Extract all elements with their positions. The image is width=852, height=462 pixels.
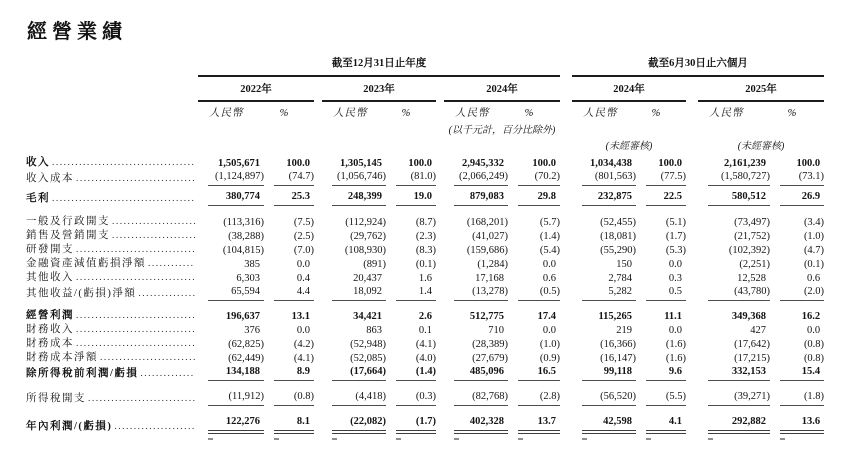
row-label: 經營利潤 .....: [26, 309, 198, 323]
value-cell: 65,594: [198, 285, 264, 301]
value-cell: (1.6): [665, 339, 686, 350]
value-cell: 16.2: [801, 311, 821, 322]
value-cell: (52,948): [350, 339, 386, 350]
value-cell: 219: [616, 325, 632, 336]
value-cell: (21,752): [734, 231, 770, 242]
value-cell: (22,082): [322, 415, 386, 434]
row-label: 財務成本 .....: [26, 337, 198, 351]
value-cell: 0.0: [668, 259, 682, 270]
value-cell: 150: [616, 259, 632, 270]
value-cell: 5,282: [572, 285, 636, 301]
value-cell: 17,168: [475, 273, 504, 284]
value-cell: 0.6: [542, 273, 556, 284]
row-label: 所得稅開支 .....: [26, 390, 198, 406]
table-row: [26, 257, 824, 271]
value-cell: (16,147): [600, 353, 636, 364]
value-cell: 427: [750, 325, 766, 336]
row-label: 毛利 .....: [26, 190, 198, 206]
value-cell: 100.0: [286, 158, 310, 169]
value-cell: (168,201): [466, 217, 508, 228]
value-cell: (11,912): [198, 390, 264, 406]
currency-label: 人民幣: [709, 108, 744, 119]
value-cell: 879,083: [444, 190, 508, 206]
value-cell: (17,664): [322, 365, 386, 381]
value-cell: (17,215): [734, 353, 770, 364]
value-cell: 22.5: [636, 190, 686, 206]
row-label: 其他收入 .....: [26, 271, 198, 285]
value-cell: (8.7): [415, 217, 436, 228]
value-cell: 13.6: [770, 415, 824, 434]
value-cell: 0.0: [542, 259, 556, 270]
row-label: 財務成本淨額 .....: [26, 351, 198, 365]
value-cell: 0.6: [806, 273, 821, 284]
value-cell: 25.3: [264, 190, 314, 206]
percent-label: %: [787, 108, 797, 119]
header-unaudited-row: [26, 137, 824, 156]
table-row: [26, 351, 824, 365]
value-cell: 26.9: [770, 190, 824, 206]
currency-label: 人民幣: [209, 108, 244, 119]
value-cell: (27,679): [472, 353, 508, 364]
value-cell: 232,875: [572, 190, 636, 206]
value-cell: 8.1: [264, 415, 314, 434]
row-label: 金融資產減值虧損淨額 .....: [26, 257, 198, 271]
table-row: [26, 243, 824, 257]
value-cell: 1,305,145: [340, 158, 382, 169]
value-cell: (1.6): [665, 353, 686, 364]
dot-leader: [114, 421, 195, 434]
value-cell: (1.7): [665, 231, 686, 242]
value-cell: 9.6: [636, 365, 686, 381]
value-cell: 12,528: [737, 273, 766, 284]
row-label: 一般及行政開支 .....: [26, 215, 198, 229]
dot-leader: [138, 288, 195, 301]
dot-leader: [76, 244, 195, 257]
value-cell: (0.8): [803, 339, 825, 350]
value-cell: (0.9): [539, 353, 560, 364]
percent-label: %: [401, 108, 411, 119]
value-cell: (70.2): [508, 170, 560, 186]
percent-label: %: [279, 108, 289, 119]
table-row: [26, 271, 824, 285]
value-cell: 0.3: [668, 273, 682, 284]
header-period-row: [26, 57, 824, 76]
value-cell: 580,512: [698, 190, 770, 206]
currency-label: 人民幣: [583, 108, 618, 119]
dot-leader: [76, 310, 195, 323]
value-cell: (1.4): [386, 365, 436, 381]
value-cell: (8.3): [415, 245, 436, 256]
unaudited-note: (未經審核): [605, 141, 653, 152]
value-cell: 122,276: [198, 415, 264, 434]
value-cell: (102,392): [728, 245, 770, 256]
value-cell: 100.0: [658, 158, 682, 169]
table-body: [26, 57, 824, 440]
value-cell: 42,598: [572, 415, 636, 434]
value-cell: (4,418): [322, 390, 386, 406]
operating-results-table: [26, 57, 824, 440]
header-year-row: [26, 76, 824, 101]
value-cell: 0.0: [806, 325, 821, 336]
value-cell: (38,288): [228, 231, 264, 242]
value-cell: (41,027): [472, 231, 508, 242]
header-year-2024: 2024年: [444, 76, 560, 101]
value-cell: 100.0: [796, 158, 821, 169]
value-cell: (1,124,897): [198, 170, 264, 186]
value-cell: (159,686): [466, 245, 508, 256]
header-year-2023: 2023年: [322, 76, 436, 101]
header-annual-period: 截至12月31日止年度: [198, 57, 560, 76]
dot-leader: [76, 173, 195, 186]
value-cell: (2.5): [293, 231, 314, 242]
document-page: [0, 15, 852, 462]
currency-label: 人民幣: [333, 108, 368, 119]
value-cell: (1.8): [770, 390, 824, 406]
header-year-2024-interim: 2024年: [572, 76, 686, 101]
page-title: 經營業績: [27, 21, 127, 43]
value-cell: (1.7): [386, 415, 436, 434]
row-label: 收入成本 .....: [26, 170, 198, 186]
value-cell: (62,449): [228, 353, 264, 364]
value-cell: 11.1: [664, 311, 682, 322]
value-cell: 0.5: [636, 285, 686, 301]
value-cell: (112,924): [345, 217, 386, 228]
value-cell: 1.6: [418, 273, 432, 284]
value-cell: 4.4: [264, 285, 314, 301]
table-row: [26, 285, 824, 301]
value-cell: (7.0): [293, 245, 314, 256]
value-cell: (5.5): [636, 390, 686, 406]
value-cell: 485,096: [444, 365, 508, 381]
value-cell: (18,081): [600, 231, 636, 242]
header-unit-note-row: [26, 120, 824, 137]
value-cell: (0.1): [803, 259, 825, 270]
row-label: 銷售及營銷開支 .....: [26, 229, 198, 243]
value-cell: (7.5): [293, 217, 314, 228]
value-cell: 248,399: [322, 190, 386, 206]
value-cell: 134,188: [198, 365, 264, 381]
value-cell: (2.3): [415, 231, 436, 242]
value-cell: (113,316): [223, 217, 264, 228]
value-cell: 100.0: [408, 158, 432, 169]
value-cell: (77.5): [636, 170, 686, 186]
value-cell: 1,505,671: [218, 158, 260, 169]
value-cell: (52,085): [350, 353, 386, 364]
dot-leader: [76, 338, 195, 351]
header-currency-row: [26, 101, 824, 120]
value-cell: 380,774: [198, 190, 264, 206]
value-cell: (0.3): [386, 390, 436, 406]
value-cell: (4.7): [803, 245, 825, 256]
currency-label: 人民幣: [455, 108, 490, 119]
unaudited-note: (未經審核): [737, 141, 785, 152]
value-cell: (55,290): [600, 245, 636, 256]
value-cell: (73.1): [770, 170, 824, 186]
value-cell: (0.5): [508, 285, 560, 301]
value-cell: 0.0: [668, 325, 682, 336]
value-cell: 99,118: [572, 365, 636, 381]
value-cell: 0.0: [542, 325, 556, 336]
row-label: 收入 .....: [26, 156, 198, 170]
dot-leader: [88, 393, 195, 406]
value-cell: (4.1): [293, 353, 314, 364]
dot-leader: [112, 216, 195, 229]
value-cell: (3.4): [803, 217, 825, 228]
value-cell: 1.4: [386, 285, 436, 301]
value-cell: (2.0): [770, 285, 824, 301]
value-cell: (4.0): [415, 353, 436, 364]
value-cell: (1.4): [539, 231, 560, 242]
value-cell: 0.0: [296, 259, 310, 270]
value-cell: 6,303: [236, 273, 260, 284]
dot-leader: [148, 258, 195, 271]
value-cell: (1,056,746): [322, 170, 386, 186]
value-cell: 20,437: [353, 273, 382, 284]
cutoff-rule-fragments: [26, 434, 824, 440]
value-cell: (52,455): [600, 217, 636, 228]
value-cell: (43,780): [698, 285, 770, 301]
table-row: [26, 365, 824, 381]
value-cell: 710: [488, 325, 504, 336]
table-row: [26, 229, 824, 243]
value-cell: (108,930): [344, 245, 386, 256]
header-interim-period: 截至6月30日止六個月: [572, 57, 824, 76]
value-cell: 0.1: [418, 325, 432, 336]
value-cell: (28,389): [472, 339, 508, 350]
value-cell: (73,497): [734, 217, 770, 228]
dot-leader: [100, 352, 195, 365]
table-row: [26, 309, 824, 323]
value-cell: 349,368: [731, 311, 766, 322]
value-cell: (4.2): [293, 339, 314, 350]
value-cell: 100.0: [532, 158, 556, 169]
value-cell: 0.0: [296, 325, 310, 336]
value-cell: 385: [244, 259, 260, 270]
value-cell: (81.0): [386, 170, 436, 186]
row-label: 財務收入 .....: [26, 323, 198, 337]
value-cell: (2,066,249): [444, 170, 508, 186]
dot-leader: [76, 272, 195, 285]
value-cell: (29,762): [350, 231, 386, 242]
value-cell: 0.4: [296, 273, 310, 284]
value-cell: 34,421: [353, 311, 382, 322]
value-cell: (5.1): [665, 217, 686, 228]
value-cell: 402,328: [444, 415, 508, 434]
value-cell: 115,265: [598, 311, 632, 322]
value-cell: 1,034,438: [590, 158, 632, 169]
value-cell: (74.7): [264, 170, 314, 186]
value-cell: 2,161,239: [724, 158, 766, 169]
value-cell: 2,784: [608, 273, 632, 284]
value-cell: 2,945,332: [462, 158, 504, 169]
table-row: [26, 415, 824, 434]
value-cell: 863: [366, 325, 382, 336]
row-label: 其他收益/(虧損)淨額 .....: [26, 285, 198, 301]
table-row: [26, 337, 824, 351]
value-cell: 29.8: [508, 190, 560, 206]
percent-label: %: [524, 108, 534, 119]
value-cell: (801,563): [572, 170, 636, 186]
value-cell: 4.1: [636, 415, 686, 434]
value-cell: (13,278): [444, 285, 508, 301]
value-cell: (5.7): [539, 217, 560, 228]
dot-leader: [52, 193, 195, 206]
value-cell: 17.4: [537, 311, 556, 322]
value-cell: (82,768): [444, 390, 508, 406]
value-cell: 8.9: [264, 365, 314, 381]
value-cell: (1.0): [803, 231, 825, 242]
value-cell: (0.8): [264, 390, 314, 406]
value-cell: (104,815): [222, 245, 264, 256]
unit-note: (以千元計，百分比除外): [448, 125, 556, 136]
percent-label: %: [651, 108, 661, 119]
value-cell: (4.1): [415, 339, 436, 350]
dot-leader: [76, 324, 195, 337]
row-label: 除所得稅前利潤/虧損 .....: [26, 365, 198, 381]
value-cell: (5.3): [665, 245, 686, 256]
value-cell: 13.1: [291, 311, 310, 322]
value-cell: 2.6: [418, 311, 432, 322]
value-cell: (62,825): [228, 339, 264, 350]
value-cell: 292,882: [698, 415, 770, 434]
value-cell: (5.4): [539, 245, 560, 256]
value-cell: (1,580,727): [698, 170, 770, 186]
value-cell: 512,775: [469, 311, 504, 322]
table-row: [26, 190, 824, 206]
value-cell: (2,251): [739, 259, 770, 270]
value-cell: 18,092: [322, 285, 386, 301]
value-cell: 15.4: [770, 365, 824, 381]
row-label: 年內利潤/(虧損) .....: [26, 415, 198, 434]
value-cell: 16.5: [508, 365, 560, 381]
value-cell: (1,284): [477, 259, 508, 270]
dot-leader: [112, 230, 195, 243]
row-label: 研發開支 .....: [26, 243, 198, 257]
dot-leader: [140, 368, 195, 381]
value-cell: (16,366): [600, 339, 636, 350]
value-cell: 196,637: [225, 311, 260, 322]
value-cell: (0.8): [803, 353, 825, 364]
value-cell: (891): [363, 259, 386, 270]
value-cell: (39,271): [698, 390, 770, 406]
value-cell: 13.7: [508, 415, 560, 434]
value-cell: 19.0: [386, 190, 436, 206]
value-cell: (17,642): [734, 339, 770, 350]
value-cell: 332,153: [698, 365, 770, 381]
table-row: [26, 323, 824, 337]
dot-leader: [52, 157, 195, 170]
value-cell: (2.8): [508, 390, 560, 406]
table-row: [26, 170, 824, 186]
table-row: [26, 390, 824, 406]
value-cell: (56,520): [572, 390, 636, 406]
header-year-2025-interim: 2025年: [698, 76, 824, 101]
value-cell: 376: [244, 325, 260, 336]
header-year-2022: 2022年: [198, 76, 314, 101]
value-cell: (1.0): [539, 339, 560, 350]
table-row: [26, 156, 824, 170]
value-cell: (0.1): [415, 259, 436, 270]
table-row: [26, 215, 824, 229]
